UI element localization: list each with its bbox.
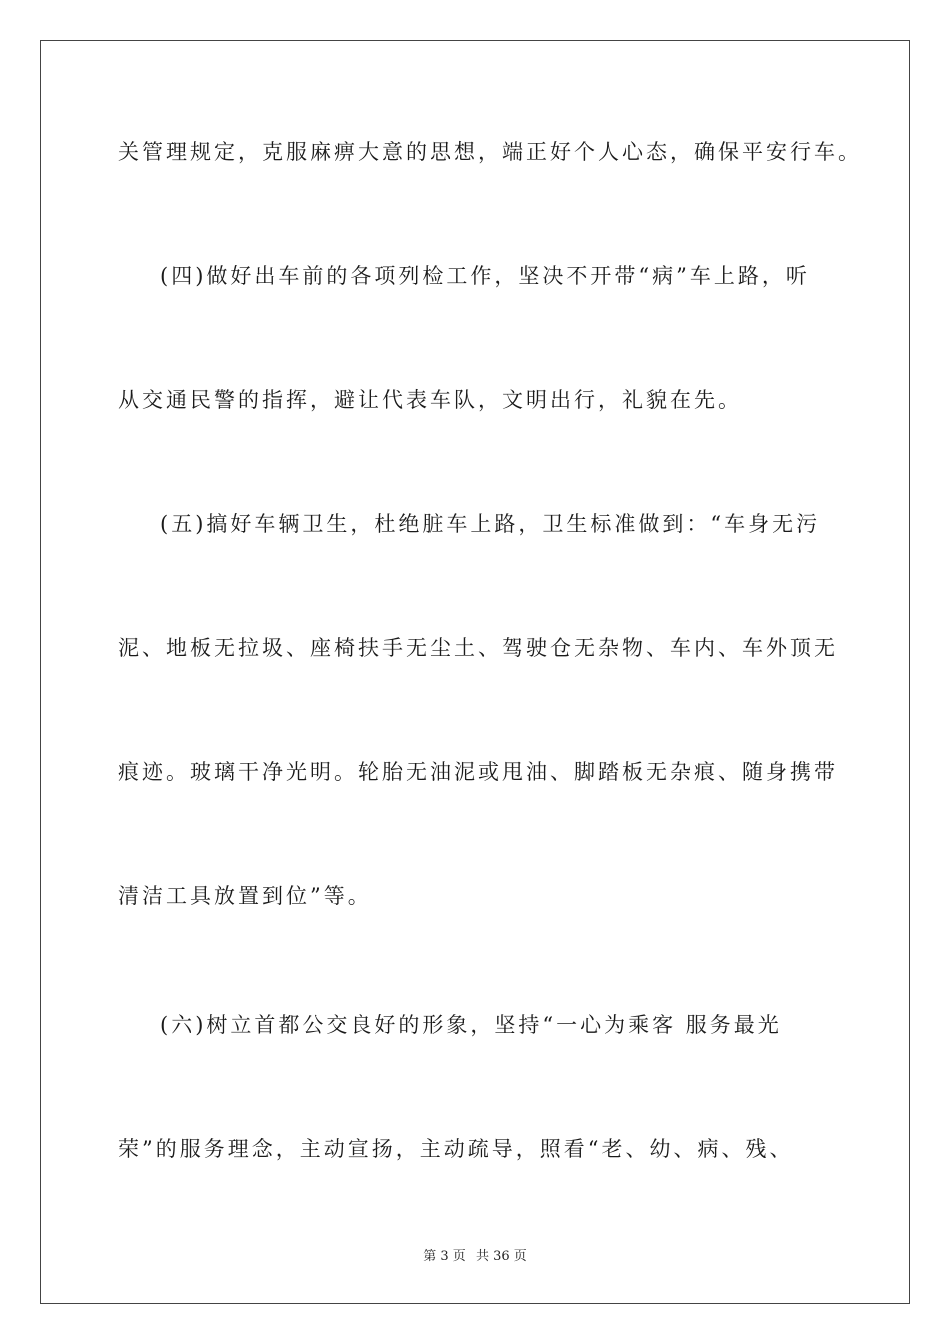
- paragraph-line: 痕迹。玻璃干净光明。轮胎无油泥或甩油、脚踏板无杂痕、随身携带: [118, 760, 838, 784]
- page-number: 第 3 页: [423, 1249, 466, 1264]
- paragraph-line: 泥、地板无拉圾、座椅扶手无尘土、驾驶仓无杂物、车内、车外顶无: [118, 636, 838, 660]
- paragraph-line: (四)做好出车前的各项列检工作，坚决不开带“病”车上路，听: [160, 264, 810, 288]
- paragraph-line: 清洁工具放置到位”等。: [118, 884, 372, 908]
- page-footer: [0, 1245, 950, 1264]
- page-border: [40, 40, 910, 1304]
- paragraph-line: 关管理规定，克服麻痹大意的思想，端正好个人心态，确保平安行车。: [118, 140, 862, 164]
- paragraph-line: 荣”的服务理念，主动宣扬，主动疏导，照看“老、幼、病、残、: [118, 1137, 794, 1161]
- page-total: 共 36 页: [475, 1249, 527, 1264]
- paragraph-line: (六)树立首都公交良好的形象，坚持“一心为乘客 服务最光: [160, 1013, 782, 1037]
- paragraph-line: (五)搞好车辆卫生，杜绝脏车上路，卫生标准做到：“车身无污: [160, 512, 821, 536]
- paragraph-line: 从交通民警的指挥，避让代表车队，文明出行，礼貌在先。: [118, 388, 742, 412]
